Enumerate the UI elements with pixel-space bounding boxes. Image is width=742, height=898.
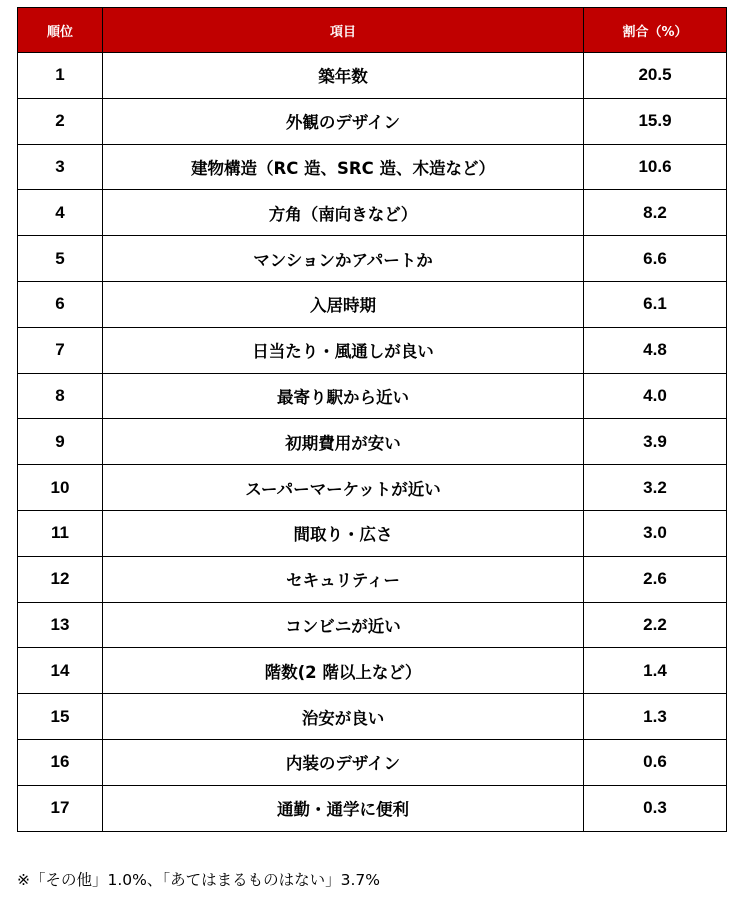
table-row [18, 236, 727, 282]
table-row [18, 190, 727, 236]
rank-cell: 15 [18, 694, 103, 740]
rank-cell: 6 [18, 281, 103, 327]
percentage-cell: 4.0 [584, 373, 727, 419]
ranking-table [17, 7, 727, 832]
rank-cell: 4 [18, 190, 103, 236]
table-row [18, 648, 727, 694]
item-cell: 入居時期 [103, 281, 584, 327]
table-body [18, 53, 727, 832]
rank-cell: 12 [18, 556, 103, 602]
table-row [18, 694, 727, 740]
percentage-cell: 6.6 [584, 236, 727, 282]
table-row [18, 465, 727, 511]
rank-cell: 2 [18, 98, 103, 144]
item-cell: スーパーマーケットが近い [103, 465, 584, 511]
footnote: ※「その他」1.0%、「あてはまるものはない」3.7% [17, 871, 380, 889]
item-cell: 通勤・通学に便利 [103, 785, 584, 831]
header-percentage: 割合（%） [584, 8, 727, 53]
table-row [18, 510, 727, 556]
percentage-cell: 3.0 [584, 510, 727, 556]
table-header [18, 8, 727, 53]
header-row [18, 8, 727, 53]
table-row [18, 373, 727, 419]
rank-cell: 16 [18, 739, 103, 785]
item-cell: 外観のデザイン [103, 98, 584, 144]
rank-cell: 8 [18, 373, 103, 419]
table-row [18, 602, 727, 648]
percentage-cell: 1.3 [584, 694, 727, 740]
table-row [18, 327, 727, 373]
item-cell: セキュリティー [103, 556, 584, 602]
percentage-cell: 3.9 [584, 419, 727, 465]
item-cell: 方角（南向きなど） [103, 190, 584, 236]
table-row [18, 785, 727, 831]
percentage-cell: 6.1 [584, 281, 727, 327]
rank-cell: 5 [18, 236, 103, 282]
header-rank: 順位 [18, 8, 103, 53]
table-row [18, 281, 727, 327]
percentage-cell: 15.9 [584, 98, 727, 144]
table-row [18, 98, 727, 144]
item-cell: 初期費用が安い [103, 419, 584, 465]
item-cell: 築年数 [103, 53, 584, 99]
percentage-cell: 20.5 [584, 53, 727, 99]
percentage-cell: 0.3 [584, 785, 727, 831]
item-cell: 間取り・広さ [103, 510, 584, 556]
item-cell: 建物構造（RC 造、SRC 造、木造など） [103, 144, 584, 190]
rank-cell: 3 [18, 144, 103, 190]
rank-cell: 11 [18, 510, 103, 556]
table-row [18, 419, 727, 465]
item-cell: 治安が良い [103, 694, 584, 740]
rank-cell: 17 [18, 785, 103, 831]
percentage-cell: 1.4 [584, 648, 727, 694]
rank-cell: 9 [18, 419, 103, 465]
percentage-cell: 3.2 [584, 465, 727, 511]
table-row [18, 556, 727, 602]
table-row [18, 53, 727, 99]
percentage-cell: 2.6 [584, 556, 727, 602]
rank-cell: 10 [18, 465, 103, 511]
item-cell: 最寄り駅から近い [103, 373, 584, 419]
rank-cell: 1 [18, 53, 103, 99]
percentage-cell: 0.6 [584, 739, 727, 785]
percentage-cell: 4.8 [584, 327, 727, 373]
percentage-cell: 8.2 [584, 190, 727, 236]
item-cell: 内装のデザイン [103, 739, 584, 785]
item-cell: コンビニが近い [103, 602, 584, 648]
item-cell: マンションかアパートか [103, 236, 584, 282]
item-cell: 日当たり・風通しが良い [103, 327, 584, 373]
percentage-cell: 10.6 [584, 144, 727, 190]
rank-cell: 14 [18, 648, 103, 694]
table-row [18, 144, 727, 190]
item-cell: 階数(2 階以上など） [103, 648, 584, 694]
table-row [18, 739, 727, 785]
header-item: 項目 [103, 8, 584, 53]
rank-cell: 13 [18, 602, 103, 648]
percentage-cell: 2.2 [584, 602, 727, 648]
rank-cell: 7 [18, 327, 103, 373]
